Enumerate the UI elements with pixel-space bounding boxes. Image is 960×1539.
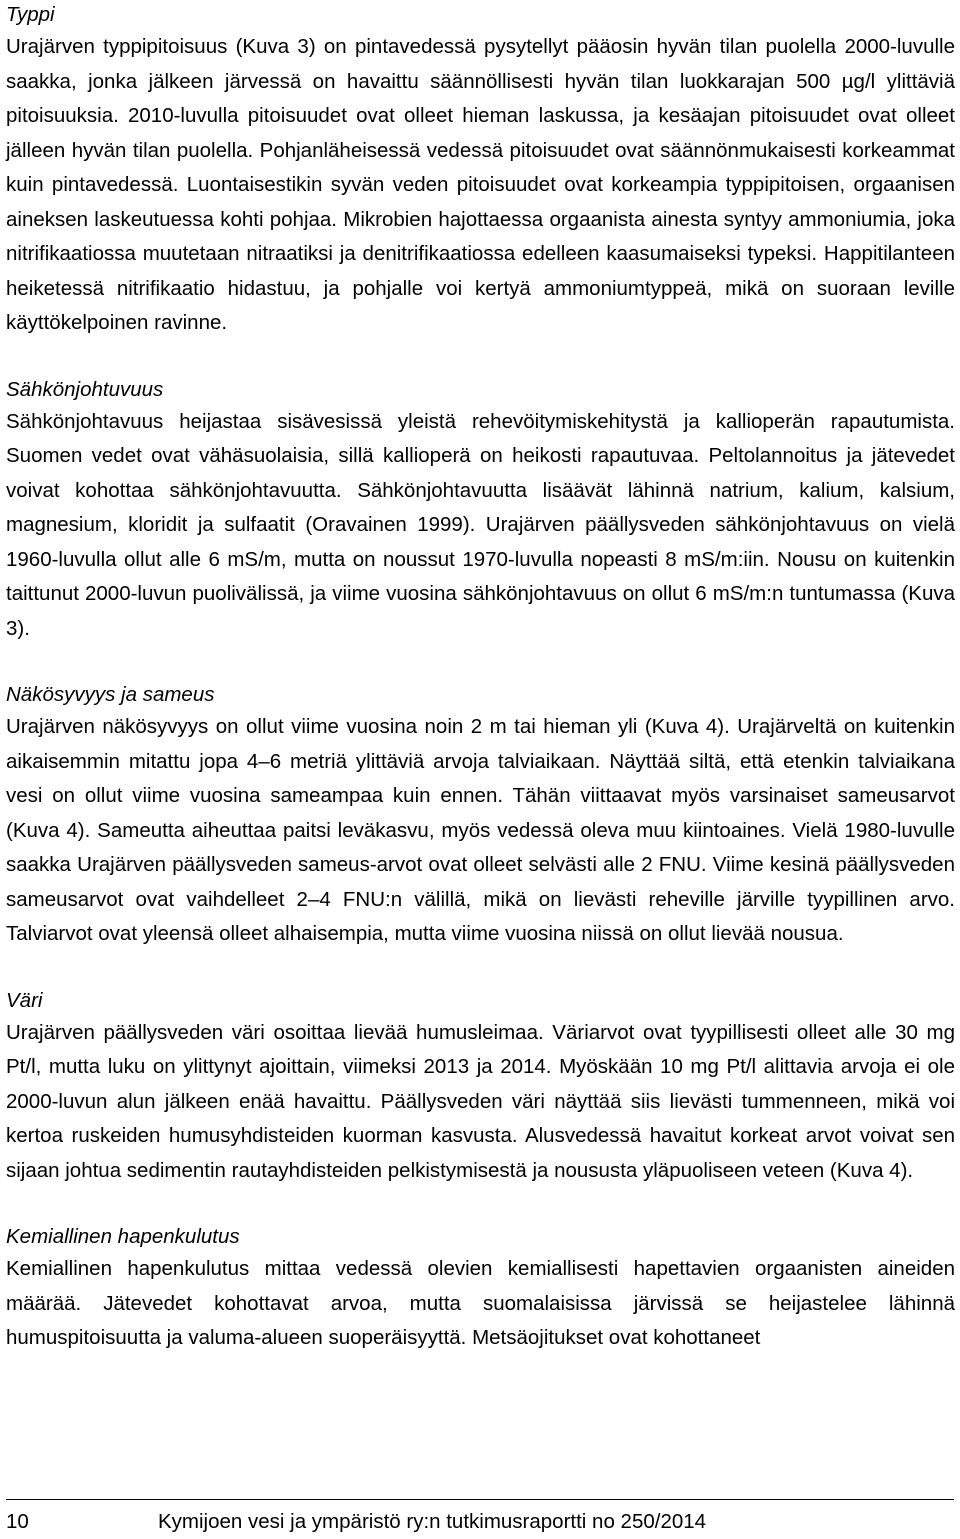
publication-title: Kymijoen vesi ja ympäristö ry:n tutkimusraportti no 250/2014 xyxy=(158,1510,707,1533)
section-heading: Typpi xyxy=(6,3,55,26)
section-sahkonjohtuvuus xyxy=(6,375,955,647)
section-vari xyxy=(6,986,955,1189)
document-page xyxy=(6,0,955,1356)
section-paragraph: Urajärven päällysveden väri osoittaa lievää humusleimaa. Väriarvot ovat tyypillisesti olleet alle 30 mg Pt/l, mutta luku on ylittynyt ajoittain, viimeksi 2013 ja 2014. Myöskään 10 mg Pt/l alittavia arvoja ei ole 2000-luvun alun jälkeen enää havaittu. Päällysveden väri näyttää siis lievästi tummenneen, mikä voi kertoa ruskeiden humusyhdisteiden kuorman kasvusta. Alusvedessä havaitut korkeat arvot voivat sen sijaan johtua sedimentin rautayhdisteiden pelkistymisestä ja noususta yläpuoliseen veteen (Kuva 4). xyxy=(6,1020,955,1182)
section-paragraph: Sähkönjohtavuus heijastaa sisävesissä yleistä rehevöitymiskehitystä ja kallioperän rapautumista. Suomen vedet ovat vähäsuolaisia, sillä kallioperä on heikosti rapautuvaa. Peltolannoitus ja jätevedet voivat kohottaa sähkönjohtavuutta. Sähkönjohtavuutta lisäävät lähinnä natrium, kalium, kalsium, magnesium, kloridit ja sulfaatit (Oravainen 1999). Urajärven päällysveden sähkönjohtavuus on vielä 1960-luvulla ollut alle 6 mS/m, mutta on noussut 1970-luvulla nopeasti 8 mS/m:iin. Nousu on kuitenkin taittunut 2000-luvun puolivälissä, ja viime vuosina sähkönjohtavuus on ollut 6 mS/m:n tuntumassa (Kuva 3). xyxy=(6,409,955,640)
section-heading: Kemiallinen hapenkulutus xyxy=(6,1225,240,1248)
section-nakosyvyys xyxy=(6,680,955,952)
section-typpi xyxy=(6,0,955,341)
page-number: 10 xyxy=(6,1510,29,1533)
footer-divider xyxy=(6,1499,954,1500)
section-paragraph: Urajärven näkösyvyys on ollut viime vuosina noin 2 m tai hieman yli (Kuva 4). Urajärveltä on kuitenkin aikaisemmin mitattu jopa 4–6 metriä ylittäviä arvoja talviaikaan. Näyttää siltä, että etenkin talviaikana vesi on ollut viime vuosina sameampaa kuin ennen. Tähän viittaavat myös varsinaiset sameusarvot (Kuva 4). Sameutta aiheuttaa paitsi leväkasvu, myös vedessä oleva muu kiintoaines. Vielä 1980-luvulle saakka Urajärven päällysveden sameus-arvot ovat olleet selvästi alle 2 FNU. Viime kesinä päällysveden sameusarvot ovat vaihdelleet 2–4 FNU:n välillä, mikä on lievästi reheville järville tyypillinen arvo. Talviarvot ovat yleensä olleet alhaisempia, mutta viime vuosina niissä on ollut lievää nousua. xyxy=(6,715,955,945)
section-paragraph: Kemiallinen hapenkulutus mittaa vedessä olevien kemiallisesti hapettavien orgaanisten aineiden määrää. Jätevedet kohottavat arvoa, mutta suomalaisissa järvissä se heijastelee lähinnä humuspitoisuutta ja valuma-alueen suoperäisyyttä. Metsäojitukset ovat kohottaneet xyxy=(6,1257,955,1349)
page-footer xyxy=(0,1496,960,1539)
section-paragraph: Urajärven typpipitoisuus (Kuva 3) on pintavedessä pysytellyt pääosin hyvän tilan puolella 2000-luvulle saakka, jonka jälkeen järvessä on havaittu säännöllisesti hyvän tilan luokkarajan 500 µg/l ylittäviä pitoisuuksia. 2010-luvulla pitoisuudet ovat olleet hieman laskussa, ja kesäajan pitoisuudet ovat olleet jälleen hyvän tilan puolella. Pohjanläheisessä vedessä pitoisuudet ovat säännönmukaisesti korkeammat kuin pintavedessä. Luontaisestikin syvän veden pitoisuudet ovat korkeampia typpipitoisen, orgaanisen aineksen laskeutuessa kohti pohjaa. Mikrobien hajottaessa orgaanista ainesta syntyy ammoniumia, joka nitrifikaatiossa muutetaan nitraatiksi ja denitrifikaatiossa edelleen kaasumaiseksi typeksi. Happitilanteen heiketessä nitrifikaatio hidastuu, ja pohjalle voi kertyä ammoniumtyppeä, mikä on suoraan leville käyttökelpoinen ravinne. xyxy=(6,35,955,334)
section-heading: Sähkönjohtuvuus xyxy=(6,377,164,401)
section-heading: Näkösyvyys ja sameus xyxy=(6,683,215,706)
section-kemiallinen-hapenkulutus xyxy=(6,1222,955,1356)
section-heading: Väri xyxy=(6,988,43,1012)
